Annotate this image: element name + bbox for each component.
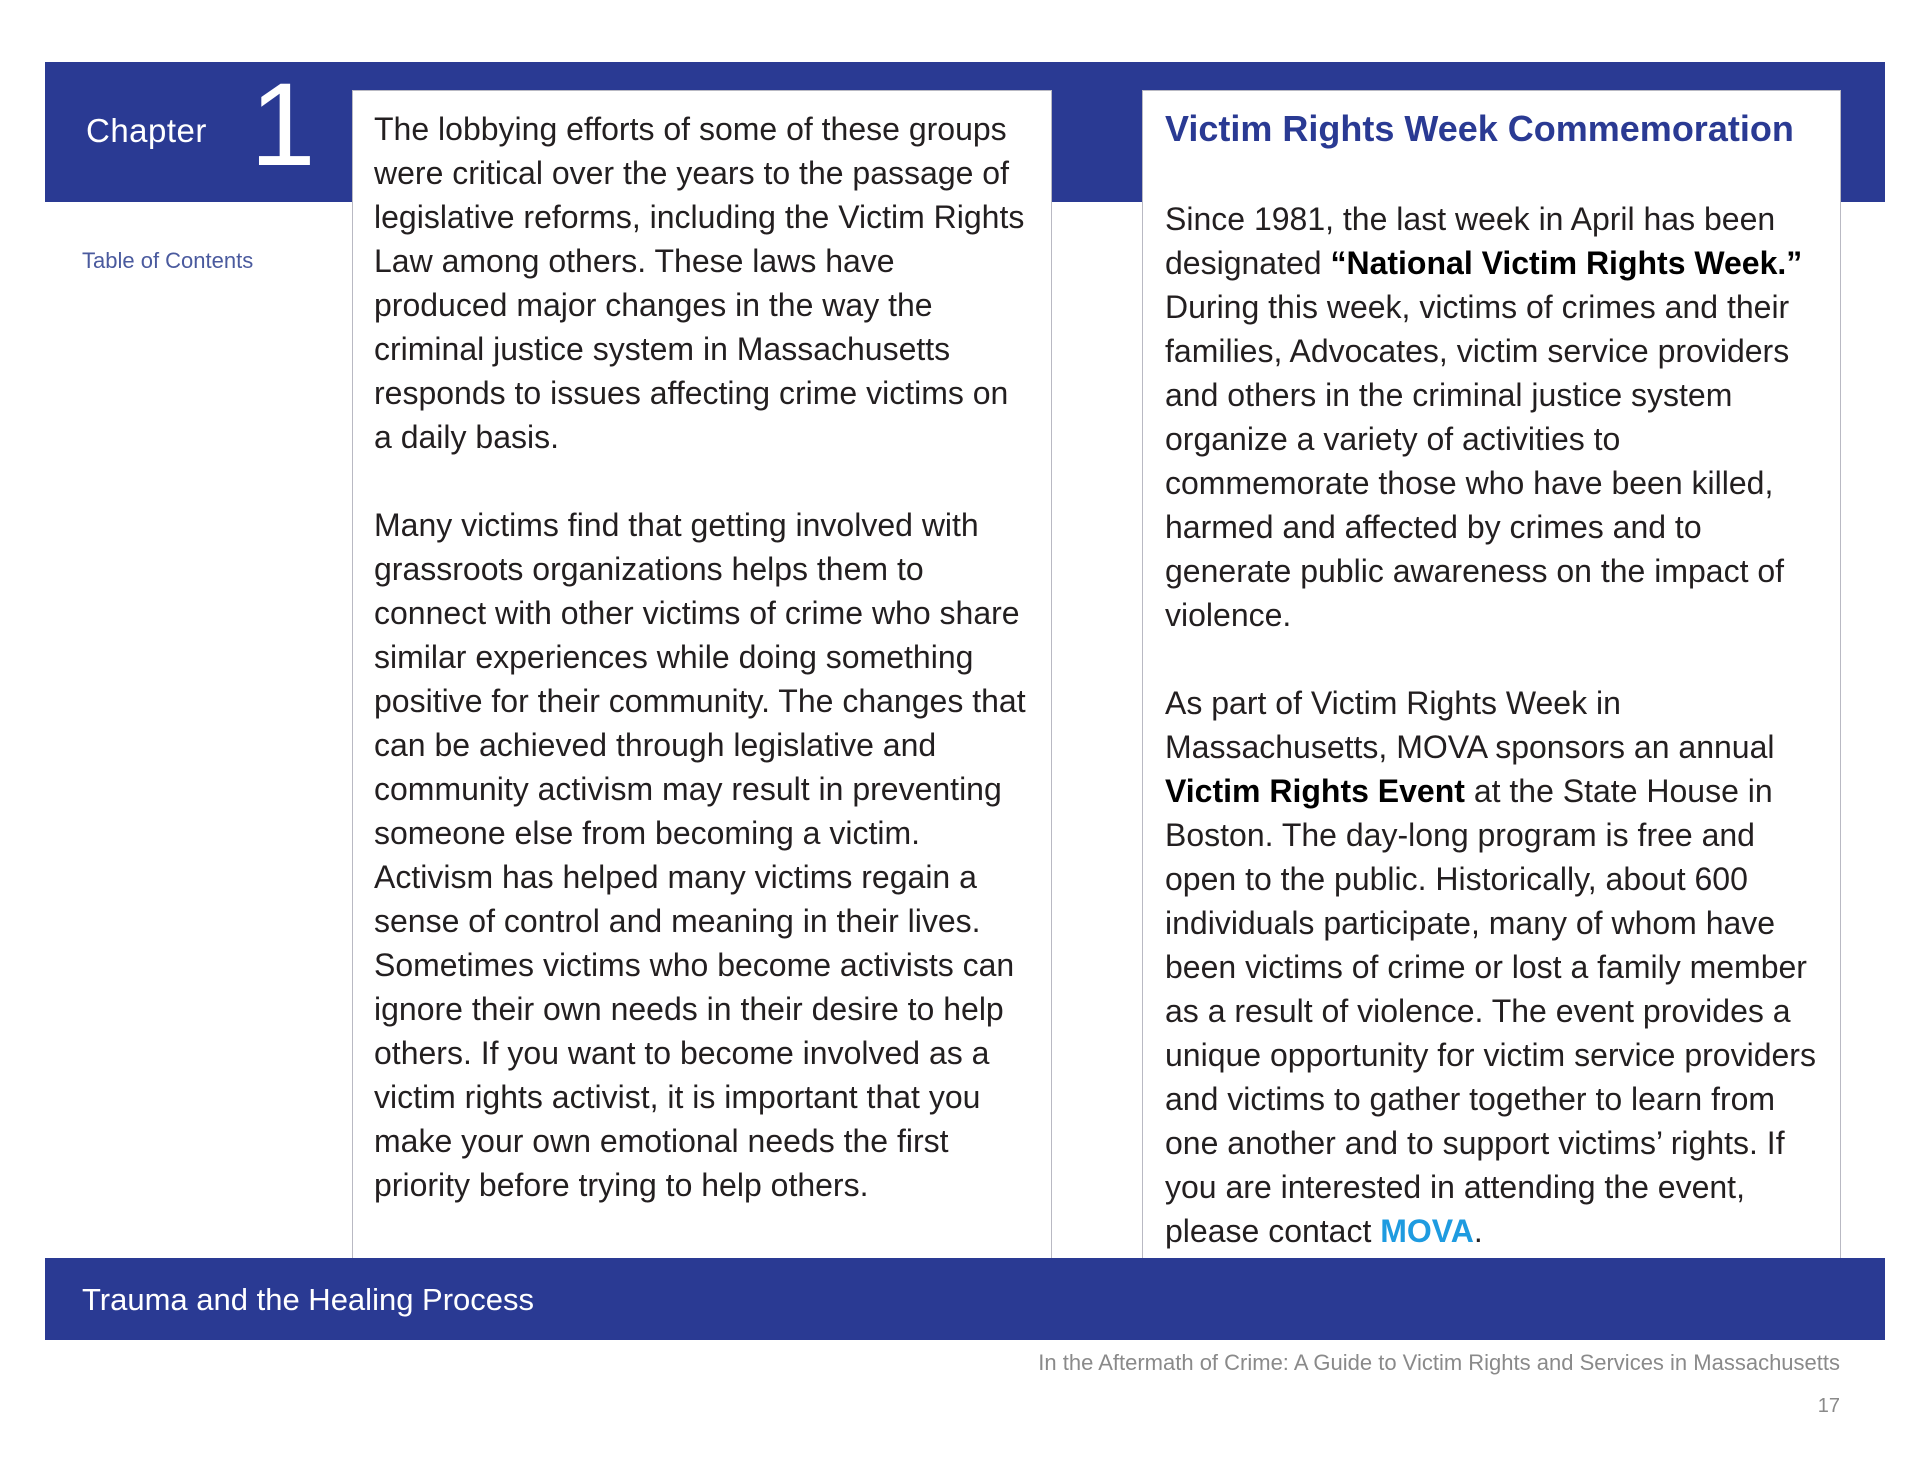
sidebar-title: Victim Rights Week Commemoration [1165,108,1794,149]
table-of-contents-link[interactable]: Table of Contents [82,248,254,273]
paragraph-lobbying: The lobbying efforts of some of these groups were critical over the years to the passage of legislative reforms, including the Victim Rights Law among others. These laws have produced major changes in the way the criminal justice system in Massachusetts responds to issues affecting crime victims on a daily basis. [374,111,1025,455]
chapter-label: Chapter [86,112,207,149]
sidebar-box [1142,90,1841,1270]
paragraph-text: Since 1981, the last week in April has been designated [1165,201,1776,281]
mova-contact-link[interactable]: MOVA [1380,1213,1474,1249]
main-text-column [352,90,1052,1270]
event-emphasis: Victim Rights Event [1165,773,1465,809]
guide-title: In the Aftermath of Crime: A Guide to Victim Rights and Services in Massachusetts [1038,1350,1840,1375]
paragraph-text: at the State House in Boston. The day-long program is free and open to the public. Historically, about 600 individuals participate, many of whom have been victims of crime or lost a family member as a result of violence. The event provides a unique opportunity for victim service providers and victims to gather together to learn from one another and to support victims’ rights. If you are interested in attending the event, please contact [1165,773,1816,1249]
page-number: 17 [1817,1395,1840,1417]
chapter-number: 1 [250,59,316,191]
paragraph-text: As part of Victim Rights Week in Massachusetts, MOVA sponsors an annual [1165,685,1775,765]
section-title: Trauma and the Healing Process [82,1282,535,1317]
national-week-emphasis: “National Victim Rights Week.” [1330,245,1803,281]
paragraph-grassroots: Many victims find that getting involved with grassroots organizations helps them to connect with other victims of crime who share similar experiences while doing something positive for their community. The changes that can be achieved through legislative and community activism may result in preventing someone else from becoming a victim. Activism has helped many victims regain a sense of control and meaning in their lives. Sometimes victims who become activists can ignore their own needs in their desire to help others. If you want to become involved as a victim rights activist, it is important that you make your own emotional needs the first priority before trying to help others. [374,507,1026,1203]
paragraph-victim-rights-event [1165,681,1822,1253]
paragraph-text: During this week, victims of crimes and their families, Advocates, victim service providers and others in the criminal justice system organize a variety of activities to commemorate those who have been killed, harmed and affected by crimes and to generate public awareness on the impact of violence. [1165,289,1790,633]
paragraph-victim-rights-week [1165,197,1822,637]
paragraph-text: . [1473,1213,1483,1249]
